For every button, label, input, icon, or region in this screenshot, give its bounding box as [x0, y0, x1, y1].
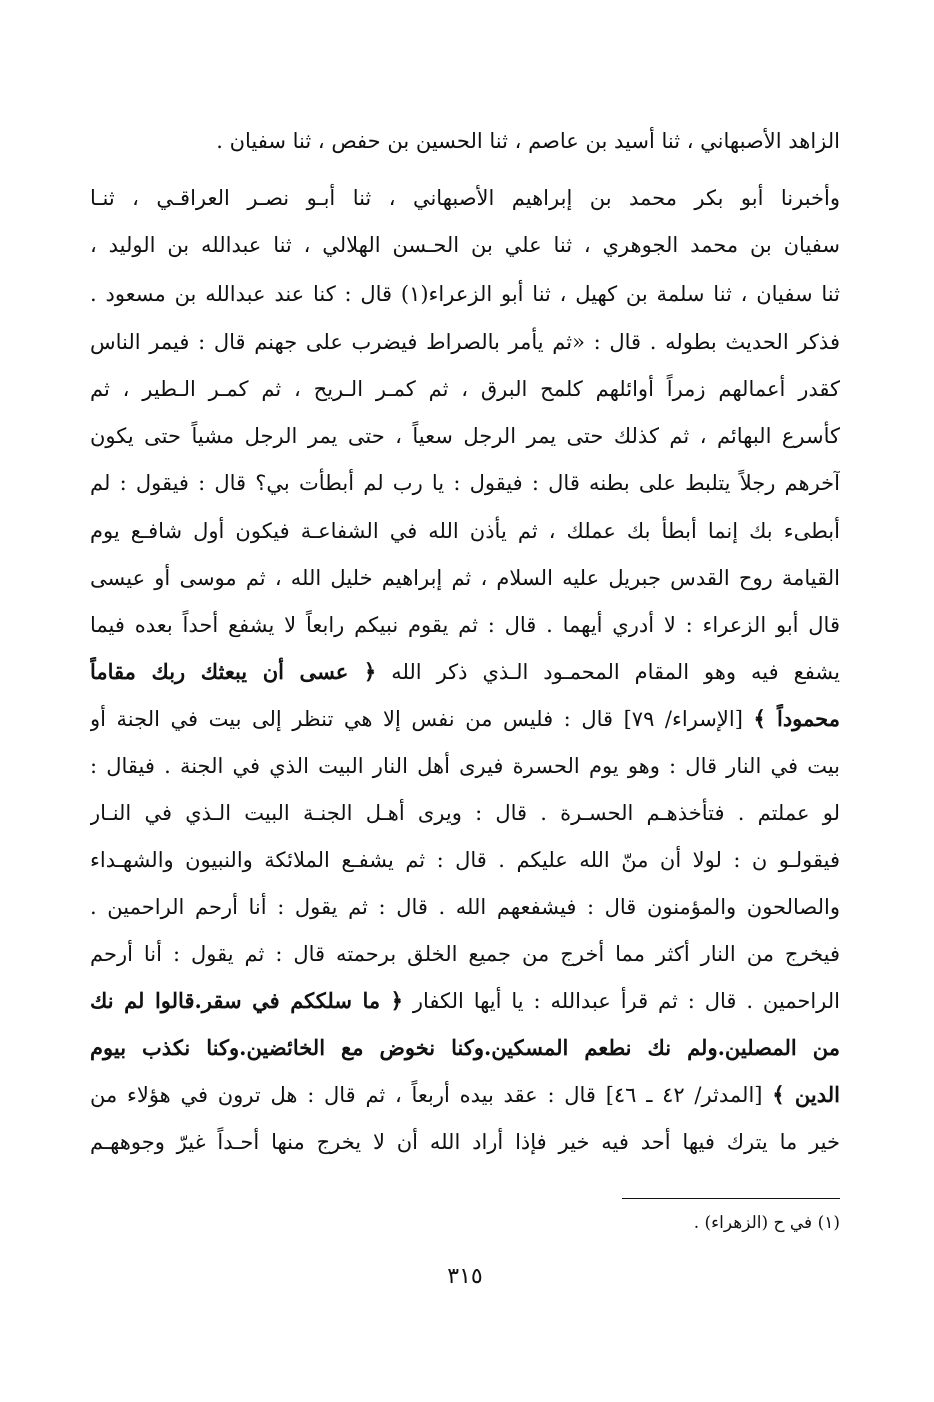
paragraph-start-line: وأخبرنا أبو بكر محمد بن إبراهيم الأصبهاني ، ثنا أبـو نصـر العراقـي ، ثنـا	[90, 186, 840, 210]
text-line: أبطىء بك إنما أبطأ بك عملك ، ثم يأذن الله في الشفاعـة فيكون أول شافـع يوم	[90, 519, 840, 543]
quran-verse-line: من المصلين.ولم نك نطعم المسكين.وكنا نخوض مع الخائضين.وكنا نكذب بيوم	[90, 1035, 840, 1060]
quran-verse: ﴿ ما سلككم في سقر.قالوا لم نك	[90, 988, 403, 1013]
text-line: الزاهد الأصبهاني ، ثنا أسيد بن عاصم ، ثنا الحسين بن حفص ، ثنا سفيان .	[216, 129, 840, 153]
text-line: قال أبو الزعراء : لا أدري أيهما . قال : ثم يقوم نبيكم رابعاً لا يشفع أحداً بعده فيما	[90, 613, 840, 637]
document-page	[90, 0, 840, 1402]
page-number: ٣١٥	[447, 1264, 483, 1289]
footnote-separator	[622, 1198, 840, 1199]
text-line: لو عملتم . فتأخذهـم الحسـرة . قال : ويرى أهـل الجنـة البيت الـذي في النـار	[90, 801, 840, 825]
text-line: فذكر الحديث بطوله . قال : «ثم يأمر بالصراط فيضرب على جهنم قال : فيمر الناس	[90, 330, 840, 354]
text-line: فيقولـو ن : لولا أن منّ الله عليكم . قال : ثم يشفـع الملائكة والنبيون والشهـداء	[90, 848, 840, 872]
text-line: فيخرج من النار أكثر مما أخرج من جميع الخلق برحمته قال : ثم يقول : أنا أرحم	[90, 942, 840, 966]
footnote: (١) في ح (الزهراء) .	[693, 1213, 840, 1233]
text-line: خير ما يترك فيها أحد فيه خير فإذا أراد الله أن لا يخرج منها أحـداً غيرّ وجوههـم	[90, 1130, 840, 1154]
text-line: والصالحون والمؤمنون قال : فيشفعهم الله . قال : ثم يقول : أنا أرحم الراحمين .	[90, 895, 840, 919]
text-line: آخرهم رجلاً يتلبط على بطنه قال : فيقول : يا رب لم أبطأت بي؟ قال : فيقول : لم	[90, 471, 840, 495]
text-line: كأسرع البهائم ، ثم كذلك حتى يمر الرجل سعياً ، حتى يمر الرجل مشياً حتى يكون	[90, 424, 840, 448]
text-line-with-verse: الدين ﴾ [المدثر/ ٤٢ ـ ٤٦] قال : عقد بيده أربعاً ، ثم قال : هل ترون في هؤلاء من	[90, 1082, 840, 1107]
text-line: سفيان بن محمد الجوهري ، ثنا علي بن الحـسن الهلالي ، ثنا عبدالله بن الوليد ،	[90, 233, 840, 257]
text-line: كقدر أعمالهم زمراً أوائلهم كلمح البرق ، ثم كمـر الـريح ، ثم كمـر الـطير ، ثم	[90, 377, 840, 401]
quran-verse: محموداً ﴾	[753, 706, 840, 731]
text-line-with-verse: يشفع فيه وهو المقام المحمـود الـذي ذكر الله ﴿ عسى أن يبعثك ربك مقاماً	[90, 659, 840, 684]
text-line: ثنا سفيان ، ثنا سلمة بن كهيل ، ثنا أبو الزعراء(١) قال : كنا عند عبدالله بن مسعود .	[90, 282, 840, 306]
quran-verse: الدين ﴾	[772, 1082, 840, 1107]
text-line: بيت في النار قال : وهو يوم الحسرة فيرى أهل النار البيت الذي في الجنة . فيقال :	[90, 754, 840, 778]
text-line-with-verse: الراحمين . قال : ثم قرأ عبدالله : يا أيها الكفار ﴿ ما سلككم في سقر.قالوا لم نك	[90, 988, 840, 1013]
text-line: القيامة روح القدس جبريل عليه السلام ، ثم إبراهيم خليل الله ، ثم موسى أو عيسى	[90, 566, 840, 590]
quran-verse: ﴿ عسى أن يبعثك ربك مقاماً	[90, 659, 377, 684]
text-line-with-verse: محموداً ﴾ [الإسراء/ ٧٩] قال : فليس من نفس إلا هي تنظر إلى بيت في الجنة أو	[90, 706, 840, 731]
